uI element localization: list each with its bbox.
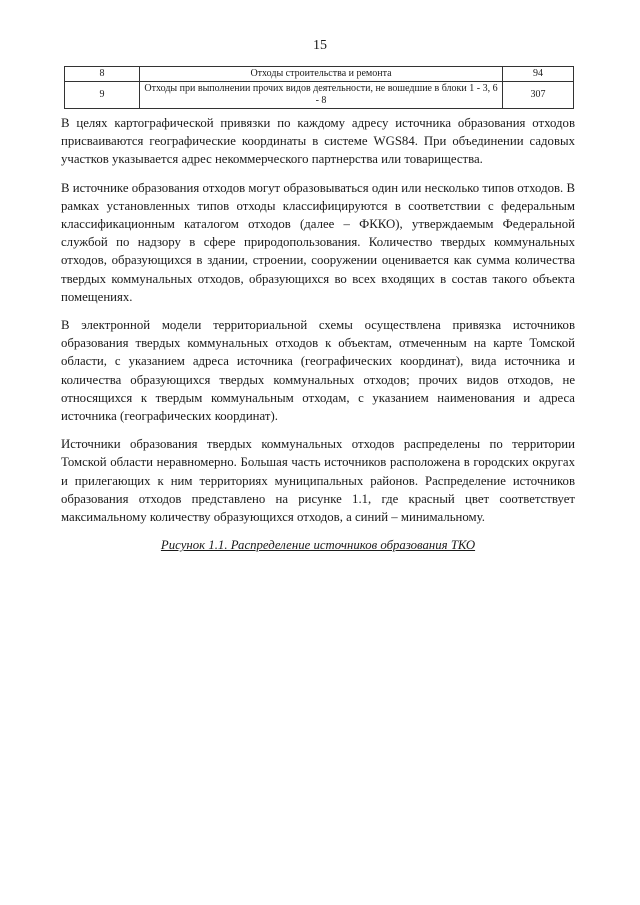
- table-cell-number: 8: [65, 67, 140, 82]
- table-cell-number: 9: [65, 82, 140, 109]
- table-cell-value: 307: [503, 82, 574, 109]
- paragraph: В целях картографической привязки по каждому адресу источника образования отходов присваиваются географические координаты в системе WGS84. При объединении садовых участков указывается адрес некоммерческого партнерства или товарищества.: [61, 116, 575, 167]
- figure-caption: Рисунок 1.1. Распределение источников образования ТКО: [160, 538, 476, 553]
- page-number: 15: [313, 38, 327, 53]
- table-row: [65, 67, 574, 82]
- table-cell-name: Отходы строительства и ремонта: [140, 67, 503, 82]
- table-cell-value: 94: [503, 67, 574, 82]
- paragraph: Источники образования твердых коммунальных отходов распределены по территории Томской области неравномерно. Большая часть источников расположена в городских округах и прилегающих к ним территориях муниципальных районов. Распределение источников образования отходов представлено на рисунке 1.1, где красный цвет соответствует максимальному количеству образующихся отходов, а синий – минимальному.: [61, 437, 575, 525]
- waste-table: [64, 66, 574, 109]
- table-row: [65, 82, 574, 109]
- table-cell-name: Отходы при выполнении прочих видов деятельности, не вошедшие в блоки 1 - 3, 6 - 8: [140, 82, 503, 109]
- paragraph: В электронной модели территориальной схемы осуществлена привязка источников образования твердых коммунальных отходов к объектам, отмеченным на карте Томской области, с указанием адреса источника (географических координат), вида источника и количества образующихся твердых коммунальных отходов; прочих видов отходов, не относящихся к твердым коммунальным отходам, с указанием наименования и адреса источника (географических координат).: [61, 318, 575, 424]
- paragraph: В источнике образования отходов могут образовываться один или несколько типов отходов. В рамках установленных типов отходы классифицируются в соответствии с федеральным классификационным каталогом отходов (далее – ФККО), утверждаемым Федеральной службой по надзору в сфере природопользования. Количество твердых коммунальных отходов, образующихся в здании, строении, сооружении оценивается как сумма количества твердых коммунальных отходов, образующихся во всех входящих в состав такого объекта помещениях.: [61, 180, 575, 304]
- document-body: [61, 114, 575, 554]
